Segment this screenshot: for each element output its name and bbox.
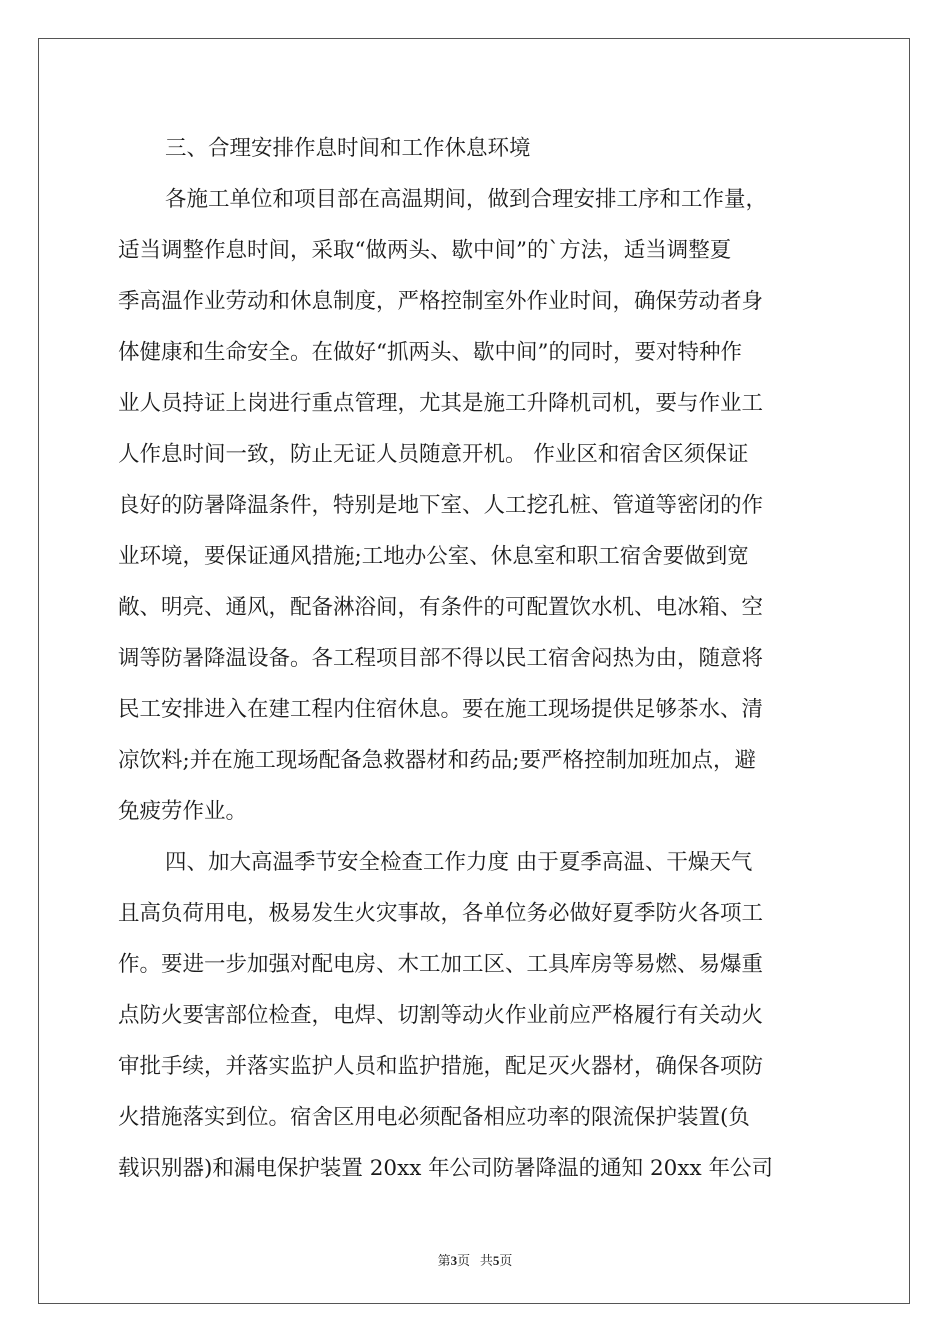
text-line: 调等防暑降温设备。各工程项目部不得以民工宿舍闷热为由，随意将: [118, 646, 764, 671]
text-line: 民工安排进入在建工程内住宿休息。要在施工现场提供足够茶水、清: [118, 697, 764, 722]
text-line: 四、加大高温季节安全检查工作力度 由于夏季高温、干燥天气: [165, 850, 753, 875]
page-footer: [0, 1250, 950, 1269]
text-line: 良好的防暑降温条件，特别是地下室、人工挖孔桩、管道等密闭的作: [118, 493, 764, 518]
footer-total-prefix: 共: [479, 1253, 493, 1268]
text-line: 敞、明亮、通风，配备淋浴间，有条件的可配置饮水机、电冰箱、空: [118, 595, 764, 620]
text-line: 人作息时间一致，防止无证人员随意开机。 作业区和宿舍区须保证: [118, 442, 749, 467]
text-line: 且高负荷用电，极易发生火灾事故，各单位务必做好夏季防火各项工: [118, 901, 764, 926]
footer-prefix: 第: [437, 1253, 451, 1268]
text-line: 火措施落实到位。宿舍区用电必须配备相应功率的限流保护装置(负: [118, 1105, 750, 1130]
current-page-number: 3: [450, 1253, 458, 1268]
text-line: 作。要进一步加强对配电房、木工加工区、工具库房等易燃、易爆重: [118, 952, 764, 977]
text-line: 免疲劳作业。: [118, 799, 248, 824]
text-line: 凉饮料;并在施工现场配备急救器材和药品;要严格控制加班加点，避: [118, 748, 756, 773]
total-pages-number: 5: [492, 1253, 500, 1268]
text-line: 各施工单位和项目部在高温期间，做到合理安排工序和工作量，: [165, 187, 768, 212]
text-line: 载识别器)和漏电保护装置 20xx 年公司防暑降温的通知 20xx 年公司: [118, 1156, 773, 1181]
text-line: 业人员持证上岗进行重点管理，尤其是施工升降机司机，要与作业工: [118, 391, 764, 416]
footer-page-suffix: 页: [457, 1253, 471, 1268]
text-line: 点防火要害部位检查，电焊、切割等动火作业前应严格履行有关动火: [118, 1003, 764, 1028]
footer-total-suffix: 页: [499, 1253, 513, 1268]
text-line: 业环境，要保证通风措施;工地办公室、休息室和职工宿舍要做到宽: [118, 544, 749, 569]
text-line: 三、合理安排作息时间和工作休息环境: [165, 136, 531, 161]
text-line: 审批手续，并落实监护人员和监护措施，配足灭火器材，确保各项防: [118, 1054, 764, 1079]
text-line: 适当调整作息时间，采取“做两头、歇中间”的`方法，适当调整夏: [118, 238, 732, 263]
text-line: 体健康和生命安全。在做好“抓两头、歇中间”的同时，要对特种作: [118, 340, 742, 365]
text-line: 季高温作业劳动和休息制度，严格控制室外作业时间，确保劳动者身: [118, 289, 764, 314]
